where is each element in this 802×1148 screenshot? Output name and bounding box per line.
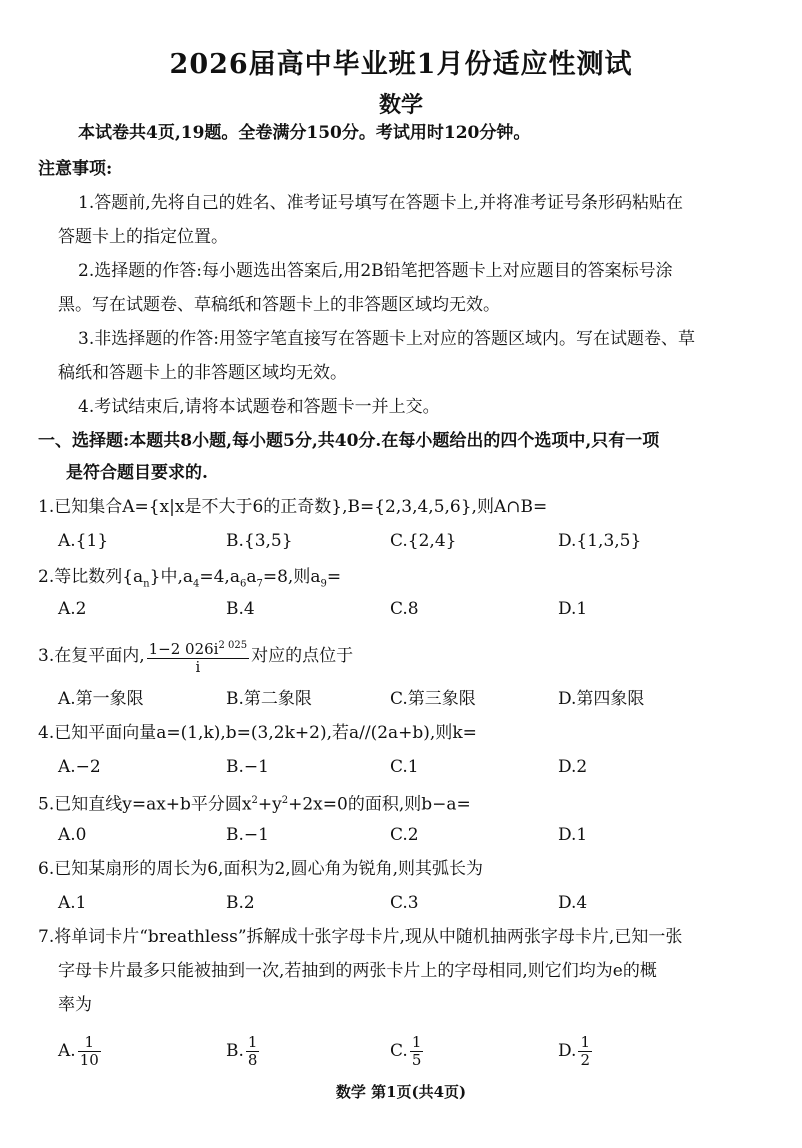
question-7-stem: 7.将单词卡片“breathless”拆解成十张字母卡片,现从中随机抽两张字母卡片,已知一张 (38, 927, 683, 947)
page-footer: 数学 第1页(共4页) (335, 1083, 467, 1101)
question-2-option-a: A.2 (58, 599, 87, 619)
notice-heading: 注意事项: (38, 159, 113, 179)
notice-line: 3.非选择题的作答:用签字笔直接写在答题卡上对应的答题区域内。写在试题卷、草 (78, 329, 695, 349)
question-1-stem: 1.已知集合A={x|x是不大于6的正奇数},B={2,3,4,5,6},则A∩B= (38, 497, 548, 517)
question-3-option-a: A.第一象限 (58, 689, 144, 709)
question-4-option-c: C.1 (390, 757, 419, 777)
question-3-stem: 3.在复平面内, $\frac{1-2 026i^{2 025}}{i}$ 对应的点位于 (38, 636, 353, 676)
question-1-option-d: D.{1,3,5} (558, 531, 642, 551)
question-3-option-c: C.第三象限 (390, 689, 476, 709)
question-4-option-b: B.−1 (226, 757, 269, 777)
question-2-option-c: C.8 (390, 599, 419, 619)
question-7-option-a: A. $\frac{1}{10}$ (58, 1033, 99, 1069)
exam-title: 2026届高中毕业班1月份适应性测试 (169, 49, 633, 80)
question-1-option-c: C.{2,4} (390, 531, 457, 551)
question-1-option-b: B.{3,5} (226, 531, 293, 551)
question-6-stem: 6.已知某扇形的周长为6,面积为2,圆心角为锐角,则其弧长为 (38, 859, 484, 879)
question-4-option-d: D.2 (558, 757, 588, 777)
notice-line: 稿纸和答题卡上的非答题区域均无效。 (58, 363, 347, 383)
question-5-option-d: D.1 (558, 825, 588, 845)
notice-line: 黑。写在试题卷、草稿纸和答题卡上的非答题区域均无效。 (58, 295, 500, 315)
notice-line: 4.考试结束后,请将本试题卷和答题卡一并上交。 (78, 397, 440, 417)
question-7-stem-cont: 率为 (58, 995, 92, 1015)
section-heading-cont: 是符合题目要求的. (66, 463, 208, 483)
question-6-option-b: B.2 (226, 893, 255, 913)
question-2-option-d: D.1 (558, 599, 588, 619)
question-3-fraction: $\frac{1-2 026i^{2 025}}{i}$ (147, 637, 250, 676)
notice-line: 1.答题前,先将自己的姓名、准考证号填写在答题卡上,并将准考证号条形码粘贴在 (78, 193, 684, 213)
question-7-option-c: C. $\frac{1}{5}$ (390, 1033, 422, 1069)
question-7-option-b: B. $\frac{1}{8}$ (226, 1033, 258, 1069)
question-4-stem: 4.已知平面向量a=(1,k),b=(3,2k+2),若a//(2a+b),则k= (38, 723, 477, 743)
question-4-option-a: A.−2 (58, 757, 101, 777)
question-7-option-d: D. $\frac{1}{2}$ (558, 1033, 590, 1069)
section-heading: 一、选择题:本题共8小题,每小题5分,共40分.在每小题给出的四个选项中,只有一项 (38, 431, 660, 451)
question-2-stem: 2.等比数列$\{a_n\}$中$,a_4=4,a_6a_7=8$,则$a_9=$ (38, 567, 342, 590)
question-7-stem-cont: 字母卡片最多只能被抽到一次,若抽到的两张卡片上的字母相同,则它们均为e的概 (58, 961, 657, 981)
question-3-option-d: D.第四象限 (558, 689, 645, 709)
question-5-option-b: B.−1 (226, 825, 269, 845)
question-6-option-c: C.3 (390, 893, 419, 913)
notice-line: 答题卡上的指定位置。 (58, 227, 228, 247)
question-6-option-a: A.1 (58, 893, 87, 913)
question-5-option-c: C.2 (390, 825, 419, 845)
question-2-option-b: B.4 (226, 599, 255, 619)
question-1-option-a: A.{1} (58, 531, 109, 551)
notice-line: 2.选择题的作答:每小题选出答案后,用2B铅笔把答题卡上对应题目的答案标号涂 (78, 261, 673, 281)
exam-intro: 本试卷共4页,19题。全卷满分150分。考试用时120分钟。 (78, 123, 531, 143)
question-5-stem: 5.已知直线y=ax+b平分圆$x^2+y^2+2x=0$的面积,则b−a= (38, 794, 471, 815)
subject-title: 数学 (378, 92, 423, 118)
question-3-option-b: B.第二象限 (226, 689, 312, 709)
question-6-option-d: D.4 (558, 893, 588, 913)
question-5-option-a: A.0 (58, 825, 87, 845)
